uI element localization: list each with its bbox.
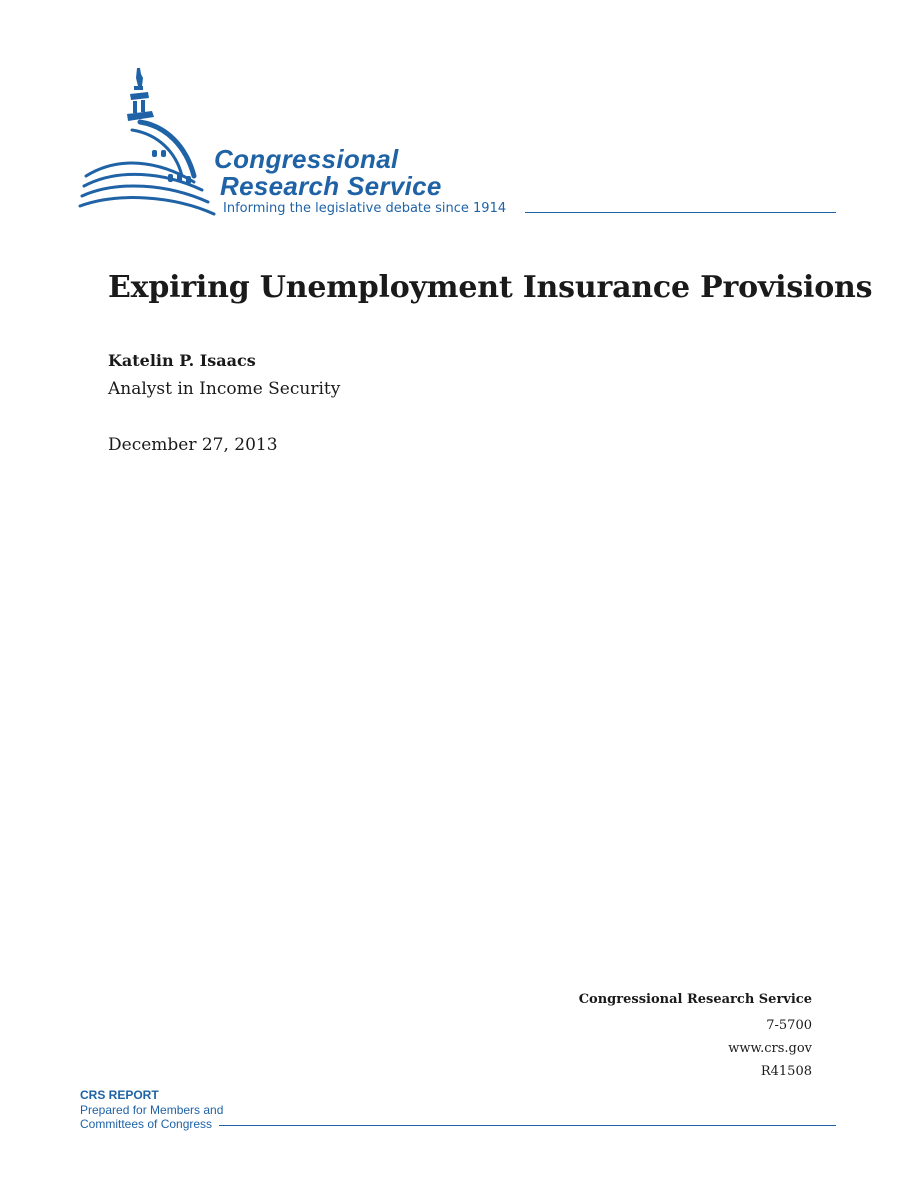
footer-rule xyxy=(219,1125,836,1126)
brand-name-line2: Research Service xyxy=(220,171,442,201)
brand-name-line1: Congressional xyxy=(214,144,399,174)
capitol-dome-icon xyxy=(78,64,218,220)
report-number: R41508 xyxy=(760,1064,812,1079)
publisher-url: www.crs.gov xyxy=(728,1041,812,1056)
footer-line2: Committees of Congress xyxy=(80,1117,213,1131)
order-code: 7-5700 xyxy=(766,1018,812,1033)
report-date: December 27, 2013 xyxy=(108,435,278,455)
author-name: Katelin P. Isaacs xyxy=(108,351,256,370)
header-rule xyxy=(525,212,836,213)
report-title: Expiring Unemployment Insurance Provisions xyxy=(108,270,873,305)
author-title: Analyst in Income Security xyxy=(108,379,341,399)
brand-tagline: Informing the legislative debate since 1914 xyxy=(223,201,507,216)
publisher-name: Congressional Research Service xyxy=(578,992,812,1007)
footer-label: CRS REPORT xyxy=(80,1088,159,1102)
footer-line1: Prepared for Members and xyxy=(80,1103,224,1117)
